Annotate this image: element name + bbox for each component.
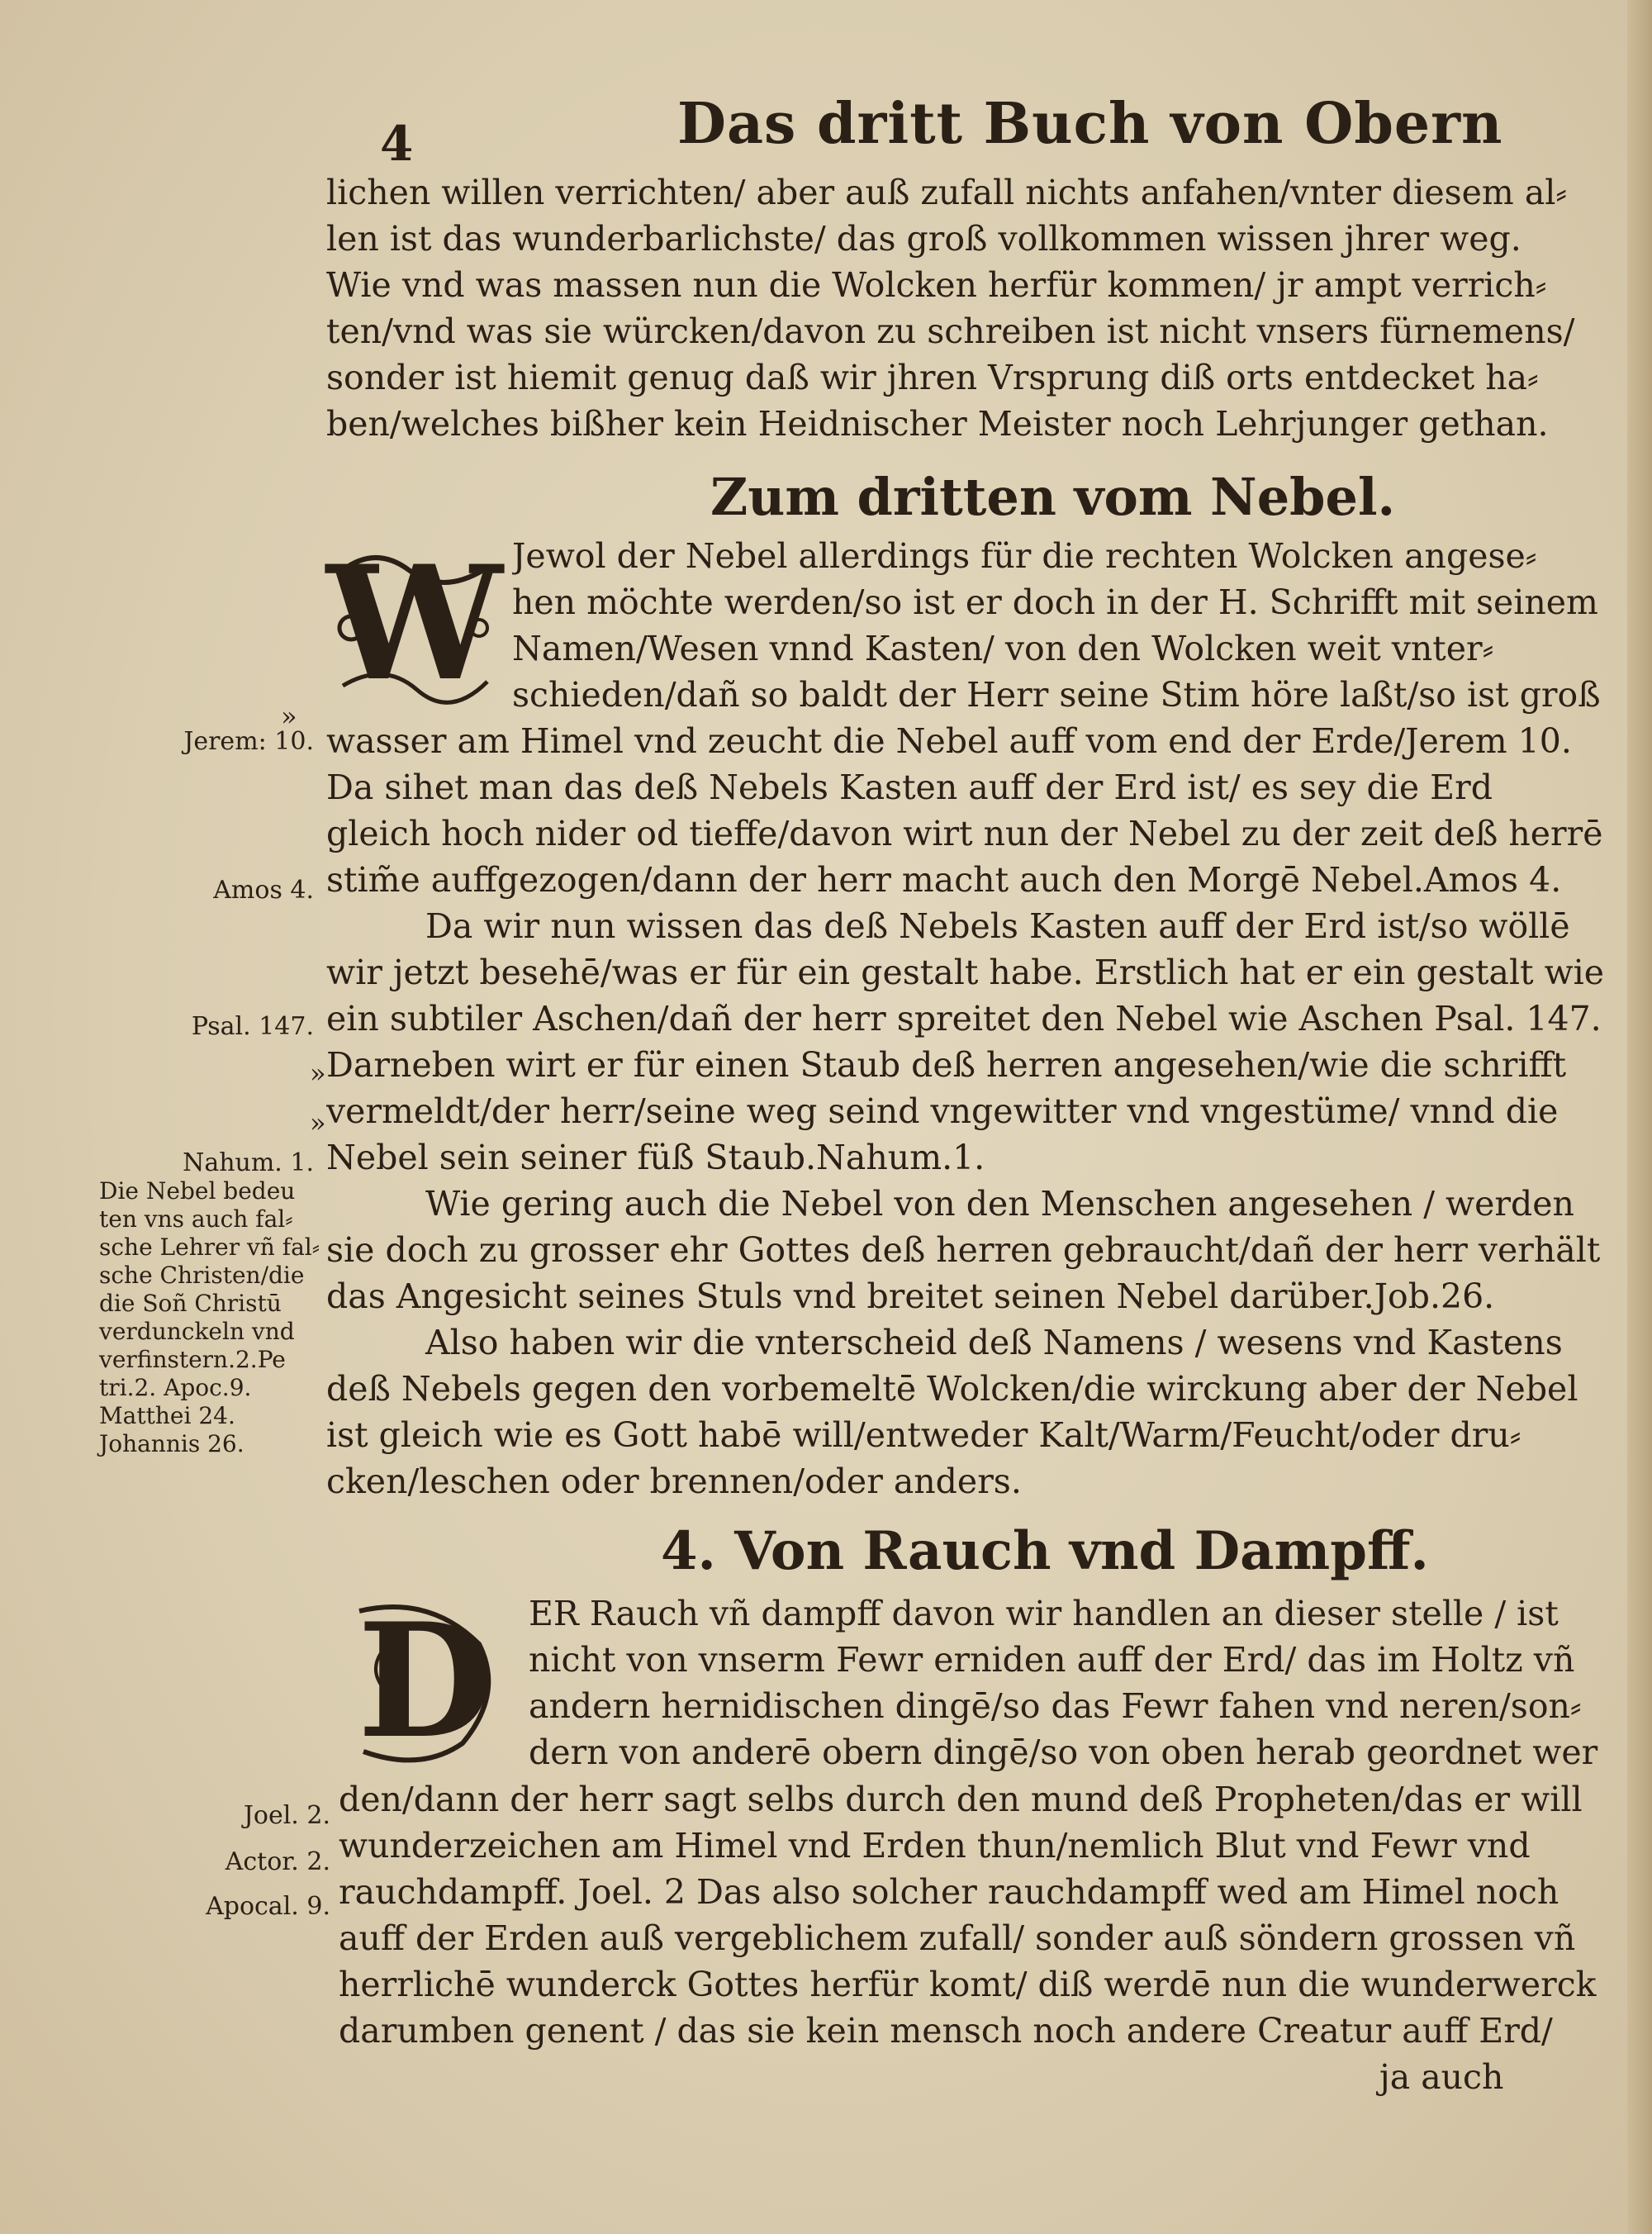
text-line: lichen willen verrichten/ aber auß zufall nichts anfahen/vnter diesem al⸗ xyxy=(326,173,1568,212)
text-line: Jewol der Nebel allerdings für die rechten Wolcken angese⸗ xyxy=(512,536,1537,576)
text-line: andern hernidischen dingē/so das Fewr fahen vnd neren/son⸗ xyxy=(529,1686,1582,1726)
gloss-line: sche Lehrer vñ fal⸗ xyxy=(99,1233,320,1261)
text-line: ist gleich wie es Gott habē will/entweder Kalt/Warm/Feucht/oder dru⸗ xyxy=(326,1415,1521,1455)
text-line: Wie gering auch die Nebel von den Menschen angesehen / werden xyxy=(425,1184,1574,1224)
text-line: Wie vnd was massen nun die Wolcken herfür kommen/ jr ampt verrich⸗ xyxy=(326,265,1547,305)
text-line: rauchdampff. Joel. 2 Das also solcher rauchdampff wed am Himel noch xyxy=(339,1872,1559,1912)
gloss-line: sche Christen/die xyxy=(99,1262,305,1289)
margin-note-jerem: Jerem: 10. xyxy=(183,727,314,756)
margin-note-actor: Actor. 2. xyxy=(225,1847,330,1876)
paragraph-3-opening xyxy=(529,1590,1619,1775)
paragraph-3 xyxy=(339,1776,1619,2100)
section-heading-rauch: 4. Von Rauch vnd Dampff. xyxy=(661,1520,1429,1582)
page-number: 4 xyxy=(380,116,414,172)
gloss-line: Matthei 24. xyxy=(99,1402,235,1429)
text-line: den/dann der herr sagt selbs durch den mund deß Propheten/das er will xyxy=(339,1780,1583,1819)
catchword: ja auch xyxy=(1379,2057,1504,2097)
text-line: stim̃e auffgezogen/dann der herr macht auch den Morgē Nebel.Amos 4. xyxy=(326,860,1562,900)
paragraph-2 xyxy=(326,718,1619,1504)
text-line: Namen/Wesen vnnd Kasten/ von den Wolcken weit vnter⸗ xyxy=(512,629,1494,668)
margin-note-amos: Amos 4. xyxy=(213,876,314,905)
text-line: gleich hoch nider od tieffe/davon wirt nun der Nebel zu der zeit deß herrē xyxy=(326,814,1603,853)
text-line: cken/leschen oder brennen/oder anders. xyxy=(326,1462,1022,1501)
text-line: ER Rauch vñ dampff davon wir handlen an dieser stelle / ist xyxy=(529,1594,1559,1633)
text-line: darumben genent / das sie kein mensch noch andere Creatur auff Erd/ xyxy=(339,2011,1553,2051)
text-line: herrlichē wunderck Gottes herfür komt/ diß werdē nun die wunderwerck xyxy=(339,1965,1597,2004)
text-line: hen möchte werden/so ist er doch in der H. Schrifft mit seinem xyxy=(512,582,1598,622)
gloss-line: verfinstern.2.Pe xyxy=(99,1346,286,1373)
section-heading-nebel: Zum dritten vom Nebel. xyxy=(710,467,1396,527)
quote-mark: » xyxy=(281,701,297,732)
gloss-line: Die Nebel bedeu xyxy=(99,1177,296,1205)
text-line: wunderzeichen am Himel vnd Erden thun/nemlich Blut vnd Fewr vnd xyxy=(339,1826,1531,1866)
gloss-line: verdunckeln vnd xyxy=(99,1318,295,1345)
margin-note-joel: Joel. 2. xyxy=(243,1801,330,1830)
gloss-line: ten vns auch fal⸗ xyxy=(99,1205,293,1233)
text-line: Also haben wir die vnterscheid deß Namens / wesens vnd Kastens xyxy=(425,1323,1563,1362)
text-line: auff der Erden auß vergeblichem zufall/ sonder auß söndern grossen vñ xyxy=(339,1918,1576,1958)
page-header xyxy=(0,91,1652,172)
quote-mark: » xyxy=(310,1058,326,1089)
text-line: wir jetzt besehē/was er für ein gestalt habe. Erstlich hat er ein gestalt wie xyxy=(326,953,1605,992)
page-edge xyxy=(1627,0,1652,2234)
text-line: sonder ist hiemit genug daß wir jhren Vrsprung diß orts entdecket ha⸗ xyxy=(326,358,1539,397)
running-title: Das dritt Buch von Obern xyxy=(677,91,1503,157)
text-line: das Angesicht seines Stuls vnd breitet seinen Nebel darüber.Job.26. xyxy=(326,1276,1495,1316)
text-line: len ist das wunderbarlichste/ das groß vollkommen wissen jhrer weg. xyxy=(326,219,1521,259)
text-line: wasser am Himel vnd zeucht die Nebel auff vom end der Erde/Jerem 10. xyxy=(326,721,1572,761)
text-line: Nebel sein seiner füß Staub.Nahum.1. xyxy=(326,1138,985,1177)
text-line: deß Nebels gegen den vorbemeltē Wolcken/die wirckung aber der Nebel xyxy=(326,1369,1578,1409)
quote-mark: » xyxy=(310,1107,326,1138)
paragraph-1 xyxy=(326,169,1619,447)
text-line: ben/welches bißher kein Heidnischer Meister noch Lehrjunger gethan. xyxy=(326,404,1549,444)
margin-gloss xyxy=(99,1177,322,1458)
text-line: vermeldt/der herr/seine weg seind vngewitter vnd vngestüme/ vnnd die xyxy=(326,1091,1559,1131)
margin-note-psal: Psal. 147. xyxy=(191,1012,314,1041)
text-line: ein subtiler Aschen/dañ der herr spreitet den Nebel wie Aschen Psal. 147. xyxy=(326,999,1602,1039)
text-line: ten/vnd was sie würcken/davon zu schreiben ist nicht vnsers fürnemens/ xyxy=(326,311,1575,351)
text-line: Darneben wirt er für einen Staub deß herren angesehen/wie die schrifft xyxy=(326,1045,1567,1085)
gloss-line: die Soñ Christū xyxy=(99,1290,282,1317)
margin-note-apocal: Apocal. 9. xyxy=(206,1892,330,1921)
decorative-initial-w xyxy=(326,531,503,715)
paragraph-2-opening xyxy=(512,533,1619,718)
initial-letter: D xyxy=(357,1589,494,1773)
gloss-line: Johannis 26. xyxy=(99,1430,244,1457)
initial-letter: W xyxy=(326,531,503,715)
text-line: nicht von vnserm Fewr erniden auff der Erd/ das im Holtz vñ xyxy=(529,1640,1575,1680)
text-line: schieden/dañ so baldt der Herr seine Stim höre laßt/so ist groß xyxy=(512,675,1601,715)
gloss-line: tri.2. Apoc.9. xyxy=(99,1374,252,1401)
text-line: sie doch zu grosser ehr Gottes deß herren gebraucht/dañ der herr verhält xyxy=(326,1230,1601,1270)
text-line: dern von anderē obern dingē/so von oben herab geordnet wer xyxy=(529,1733,1598,1772)
margin-note-nahum: Nahum. 1. xyxy=(183,1148,314,1177)
text-line: Da wir nun wissen das deß Nebels Kasten auff der Erd ist/so wöllē xyxy=(425,906,1570,946)
decorative-initial-d xyxy=(339,1589,512,1773)
text-line: Da sihet man das deß Nebels Kasten auff der Erd ist/ es sey die Erd xyxy=(326,768,1493,807)
